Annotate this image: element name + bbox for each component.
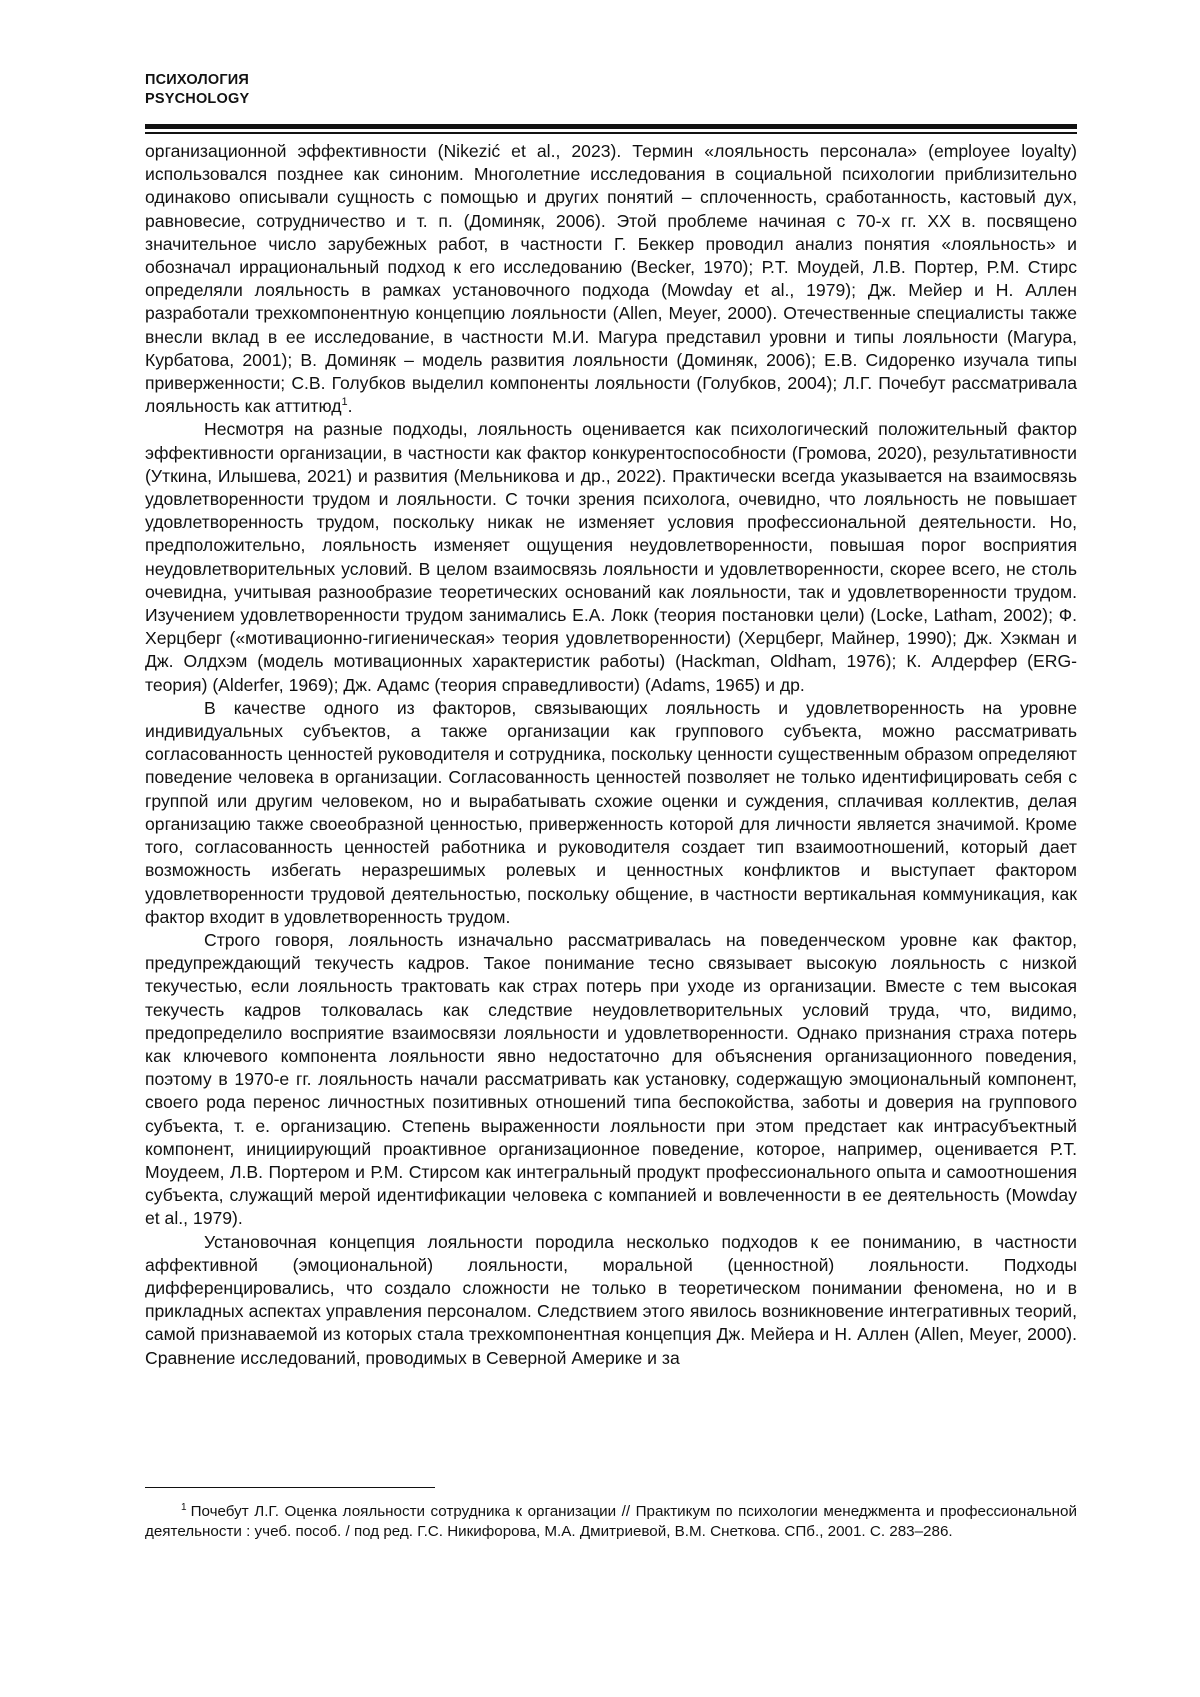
footnote-reference[interactable]: 1 — [341, 396, 348, 409]
paragraph-2: Несмотря на разные подходы, лояльность оценивается как психологический положительный фактор эффективности организации, в частности как фактор конкурентоспособности (Громова, 2020), результативности (Уткина, Илышева, 2021) и развития (Мельникова и др., 2022). Практически всегда указывается на взаимосвязь удовлетворенности трудом и лояльности. С точки зрения психолога, очевидно, что лояльность не повышает удовлетворенность трудом, поскольку никак не изменяет условия профессиональной деятельности. Но, предположительно, лояльность изменяет ощущения неудовлетворенности, повышая порог восприятия неудовлетворительных условий. В целом взаимосвязь лояльности и удовлетворенности, скорее всего, не столь очевидна, учитывая разнообразие теоретических оснований как лояльности, так и удовлетворенности трудом. Изучением удовлетворенности трудом занимались Е.А. Локк (теория постановки цели) (Locke, Latham, 2002); Ф. Херцберг («мотивационно-гигиеническая» теория удовлетворенности) (Херцберг, Майнер, 1990); Дж. Хэкман и Дж. Олдхэм (модель мотивационных характеристик работы) (Hackman, Oldham, 1976); К. Алдерфер (ERG-теория) (Alderfer, 1969); Дж. Адамс (теория справедливости) (Adams, 1965) и др. — [145, 419, 1077, 695]
footnote-text: Почебут Л.Г. Оценка лояльности сотрудника к организации // Практикум по психологии менеджмента и профессиональной деятельности : учеб. пособ. / под ред. Г.С. Никифорова, М.А. Дмитриевой, В.М. Снеткова. СПб., 2001. С. 283–286. — [145, 1503, 1077, 1540]
paragraph-1 — [145, 140, 1077, 418]
header-rule-thin — [145, 132, 1077, 134]
paragraph-5: Установочная концепция лояльности породила несколько подходов к ее пониманию, в частности аффективной (эмоциональной) лояльности, моральной (ценностной) лояльности. Подходы дифференцировались, что создало сложности не только в теоретическом понимании феномена, но и в прикладных аспектах управления персоналом. Следствием этого явилось возникновение интегративных теорий, самой признаваемой из которых стала трехкомпонентная концепция Дж. Мейера и Н. Аллен (Allen, Meyer, 2000). Сравнение исследований, проводимых в Северной Америке и за — [145, 1231, 1077, 1368]
section-title-en: PSYCHOLOGY — [145, 91, 250, 107]
footnote-separator — [145, 1487, 435, 1488]
paragraph-1-text: организационной эффективности (Nikezić et al., 2023). Термин «лояльность персонала» (employee loyalty) использовался позднее как синоним. Многолетние исследования в социальной психологии приблизительно одинаково описывали сущность с помощью и других понятий – сплоченность, сработанность, кастовый дух, равновесие, сотрудничество и т. п. (Доминяк, 2006). Этой проблеме начиная с 70-х гг. XX в. посвящено значительное число зарубежных работ, в частности Г. Беккер проводил анализ понятия «лояльность» и обозначал иррациональный подход к его исследованию (Becker, 1970); Р.Т. Моудей, Л.В. Портер, Р.М. Стирс определяли лояльность в рамках установочного подхода (Mowday et al., 1979); Дж. Мейер и Н. Аллен разработали трехкомпонентную концепцию лояльности (Allen, Meyer, 2000). Отечественные специалисты также внесли вклад в ее исследование, в частности М.И. Магура представил уровни и типы лояльности (Магура, Курбатова, 2001); В. Доминяк – модель развития лояльности (Доминяк, 2006); Е.В. Сидоренко изучала типы приверженности; С.В. Голубков выделил компоненты лояльности (Голубков, 2004); Л.Г. Почебут рассматривала лояльность как аттитюд — [145, 141, 1077, 417]
header-rule-thick — [145, 124, 1077, 129]
footnote — [145, 1502, 1077, 1542]
running-head — [145, 71, 249, 109]
paragraph-3: В качестве одного из факторов, связывающих лояльность и удовлетворенность на уровне индивидуальных субъектов, а также организации как группового субъекта, можно рассматривать согласованность ценностей руководителя и сотрудника, поскольку ценности существенным образом определяют поведение человека в организации. Согласованность ценностей позволяет не только идентифицировать себя с группой или другим человеком, но и вырабатывать схожие оценки и суждения, сплачивая коллектив, делая организацию также своеобразной ценностью, приверженность которой для личности является значимой. Кроме того, согласованность ценностей работника и руководителя создает тип взаимоотношений, который дает возможность избегать неразрешимых ролевых и ценностных конфликтов и выступает фактором удовлетворенности трудовой деятельностью, поскольку общение, в частности вертикальная коммуникация, как фактор входит в удовлетворенность трудом. — [145, 697, 1077, 927]
paragraph-4: Строго говоря, лояльность изначально рассматривалась на поведенческом уровне как фактор, предупреждающий текучесть кадров. Такое понимание тесно связывает высокую лояльность с низкой текучестью, если лояльность трактовать как страх потерь при уходе из организации. Вместе с тем высокая текучесть кадров толковалась как следствие неудовлетворительных условий труда, что, видимо, предопределило восприятие взаимосвязи лояльности и удовлетворенности. Однако признания страха потерь как ключевого компонента лояльности явно недостаточно для объяснения организационного поведения, поэтому в 1970-е гг. лояльность начали рассматривать как установку, содержащую эмоциональный компонент, своего рода перенос личностных позитивных отношений типа беспокойства, заботы и доверия на группового субъекта, т. е. организацию. Степень выраженности лояльности при этом предстает как интрасубъектный компонент, инициирующий проактивное организационное поведение, которое, например, оценивается Р.Т. Моудеем, Л.В. Портером и Р.М. Стирсом как интегральный продукт профессионального опыта и самоотношения субъекта, служащий мерой идентификации человека с компанией и вовлеченности в ее деятельность (Mowday et al., 1979). — [145, 929, 1077, 1229]
paragraph-1-end: . — [347, 396, 353, 417]
article-body — [145, 140, 1077, 1370]
section-title-ru: ПСИХОЛОГИЯ — [145, 72, 250, 88]
footnote-number: 1 — [181, 1501, 187, 1513]
